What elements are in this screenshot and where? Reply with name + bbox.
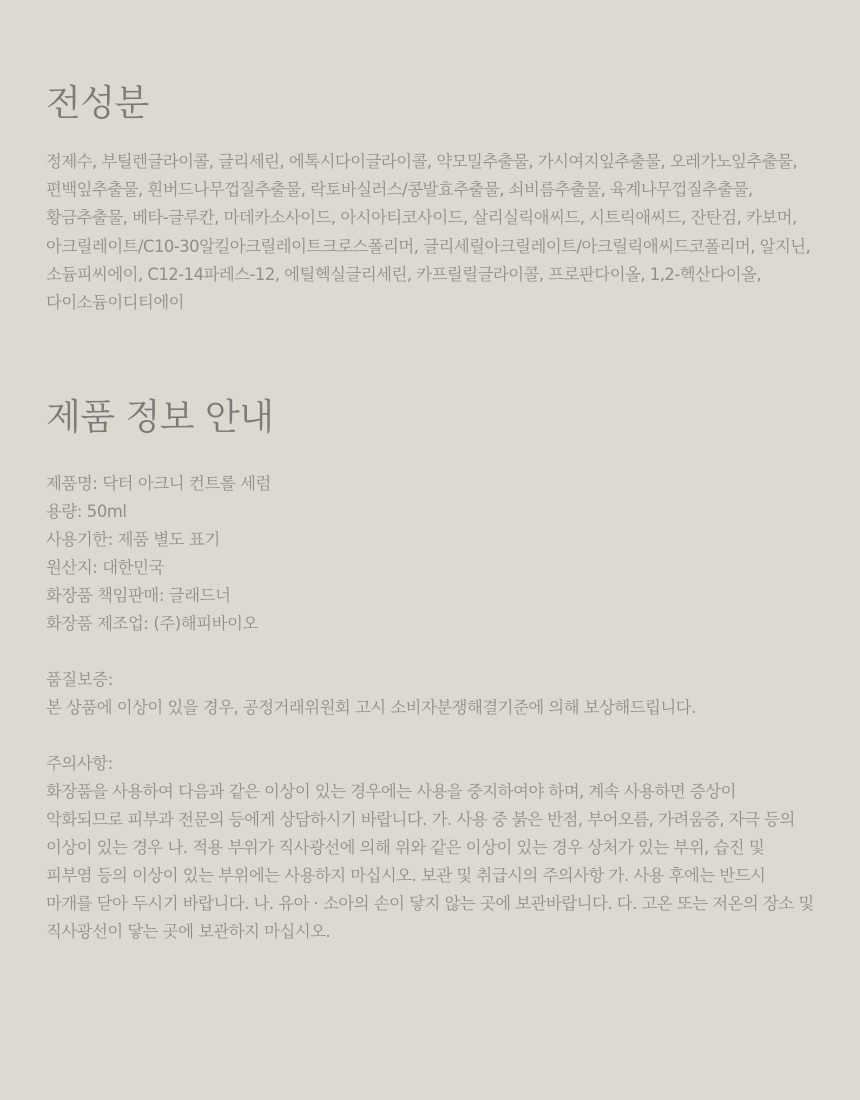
product-seller: 화장품 책임판매: 글래드너 xyxy=(46,586,231,605)
quality-guarantee-text: 본 상품에 이상이 있을 경우, 공정거래위원회 고시 소비자분쟁해결기준에 의해 보상해드립니다. xyxy=(46,698,696,717)
product-info-list xyxy=(46,470,271,638)
quality-guarantee-label: 품질보증: xyxy=(46,670,113,689)
product-origin: 원산지: 대한민국 xyxy=(46,558,164,577)
ingredients-title: 전성분 xyxy=(46,83,149,124)
product-manufacturer: 화장품 제조업: (주)해피바이오 xyxy=(46,614,258,633)
product-info-title: 제품 정보 안내 xyxy=(46,397,274,438)
product-expiry: 사용기한: 제품 별도 표기 xyxy=(46,530,220,549)
product-name: 제품명: 닥터 아크니 컨트롤 세럼 xyxy=(46,474,271,493)
caution-text: 화장품을 사용하여 다음과 같은 이상이 있는 경우에는 사용을 중지하여야 하며, 계속 사용하면 증상이 악화되므로 피부과 전문의 등에게 상담하시기 바랍니다. 가. 사용 중 붉은 반점, 부어오름, 가려움증, 자극 등의 이상이 있는 경우 나. 적용 부위가 직사광선에 의해 위와 같은 이상이 있는 경우 상처가 있는 부위, 습진 및 피부염 등의 이상이 있는 부위에는 사용하지 마십시오. 보관 및 취급시의 주의사항 가. 사용 후에는 반드시 마개를 닫아 두시기 바랍니다. 나. 유아 · 소아의 손이 닿지 않는 곳에 보관바랍니다. 다. 고온 또는 저온의 장소 및 직사광선이 닿는 곳에 보관하지 마십시오. xyxy=(46,782,814,941)
ingredients-list: 정제수, 부틸렌글라이콜, 글리세린, 에톡시다이글라이콜, 약모밀추출물, 가시여지잎추출물, 오레가노잎추출물, 편백잎추출물, 흰버드나무껍질추출물, 락토바실러스/콩발효추출물, 쇠비름추출물, 육계나무껍질추출물, 황금추출물, 베타-글루칸, 마데카소사이드, 아시아티코사이드, 살리실릭애씨드, 시트릭애씨드, 잔탄검, 카보머, 아크릴레이트/C10-30알킬아크릴레이트크로스폴리머, 글리세릴아크릴레이트/아크릴릭애씨드코폴리머, 알지닌, 소듐피씨에이, C12-14파레스-12, 에틸헥실글리세린, 카프릴릴글라이콜, 프로판다이올, 1,2-헥산다이올, 다이소듐이디티에이 xyxy=(46,152,811,313)
product-volume: 용량: 50ml xyxy=(46,502,127,521)
caution-label: 주의사항: xyxy=(46,754,113,773)
